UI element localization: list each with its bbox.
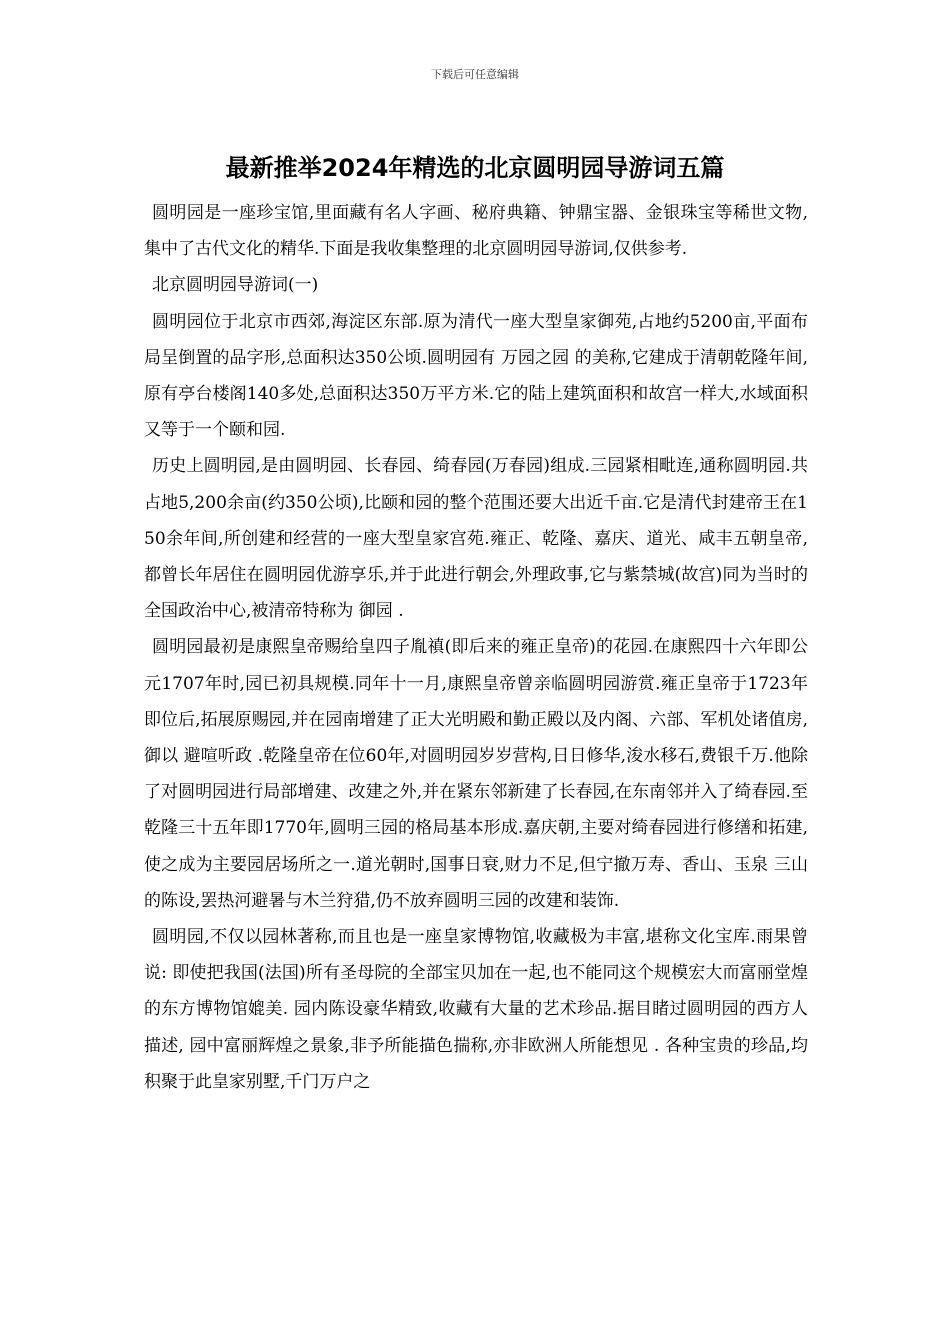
section-heading: 北京圆明园导游词(一) xyxy=(152,275,319,296)
body-paragraph: 圆明园最初是康熙皇帝赐给皇四子胤禛(即后来的雍正皇帝)的花园.在康熙四十六年即公元1707年时,园已初具规模.同年十一月,康熙皇帝曾亲临圆明园游赏.雍正皇帝于1723年即位后,拓展原赐园,并在园南增建了正大光明殿和勤正殿以及内阁、六部、军机处诸值房,御以 避喧听政 .乾隆皇帝在位60年,对圆明园岁岁营构,日日修华,浚水移石,费银千万.他除了对圆明园进行局部增建、改建之外,并在紧东邻新建了长春园,在东南邻并入了绮春园.至乾隆三十五年即1770年,圆明三园的格局基本形成.嘉庆朝,主要对绮春园进行修缮和拓建,使之成为主要园居场所之一.道光朝时,国事日衰,财力不足,但宁撤万寿、香山、玉泉 三山 的陈设,罢热河避暑与木兰狩猎,仍不放弃圆明三园的改建和装饰. xyxy=(144,637,808,911)
intro-paragraph: 圆明园是一座珍宝馆,里面藏有名人字画、秘府典籍、钟鼎宝器、金银珠宝等稀世文物,集中了古代文化的精华.下面是我收集整理的北京圆明园导游词,仅供参考. xyxy=(144,203,808,260)
body-paragraph: 圆明园,不仅以园林著称,而且也是一座皇家博物馆,收藏极为丰富,堪称文化宝库.雨果曾说: 即使把我国(法国)所有圣母院的全部宝贝加在一起,也不能同这个规模宏大而富丽堂煌的东方博物馆媲美. 园内陈设豪华精致,收藏有大量的艺术珍品.据目睹过圆明园的西方人描述, 园中富丽辉煌之景象,非予所能描色揣称,亦非欧洲人所能想见 . 各种宝贵的珍品,均积聚于此皇家别墅,千门万户之 xyxy=(144,927,808,1092)
body-paragraph: 历史上圆明园,是由圆明园、长春园、绮春园(万春园)组成.三园紧相毗连,通称圆明园.共占地5,200余亩(约350公顷),比颐和园的整个范围还要大出近千亩.它是清代封建帝王在150余年间,所创建和经营的一座大型皇家宫苑.雍正、乾隆、嘉庆、道光、咸丰五朝皇帝,都曾长年居住在圆明园优游享乐,并于此进行朝会,外理政事,它与紫禁城(故宫)同为当时的全国政治中心,被清帝特称为 御园 . xyxy=(144,456,808,622)
page-header-note: 下载后可任意编辑 xyxy=(431,68,519,81)
body-paragraph: 圆明园位于北京市西郊,海淀区东部.原为清代一座大型皇家御苑,占地约5200亩,平面布局呈倒置的品字形,总面积达350公顷.圆明园有 万园之园 的美称,它建成于清朝乾隆年间,原有亭台楼阁140多处,总面积达350万平方米.它的陆上建筑面积和故宫一样大,水域面积又等于一个颐和园. xyxy=(144,311,808,441)
document-body xyxy=(144,195,808,1100)
document-title: 最新推举2024年精选的北京圆明园导游词五篇 xyxy=(225,154,725,182)
